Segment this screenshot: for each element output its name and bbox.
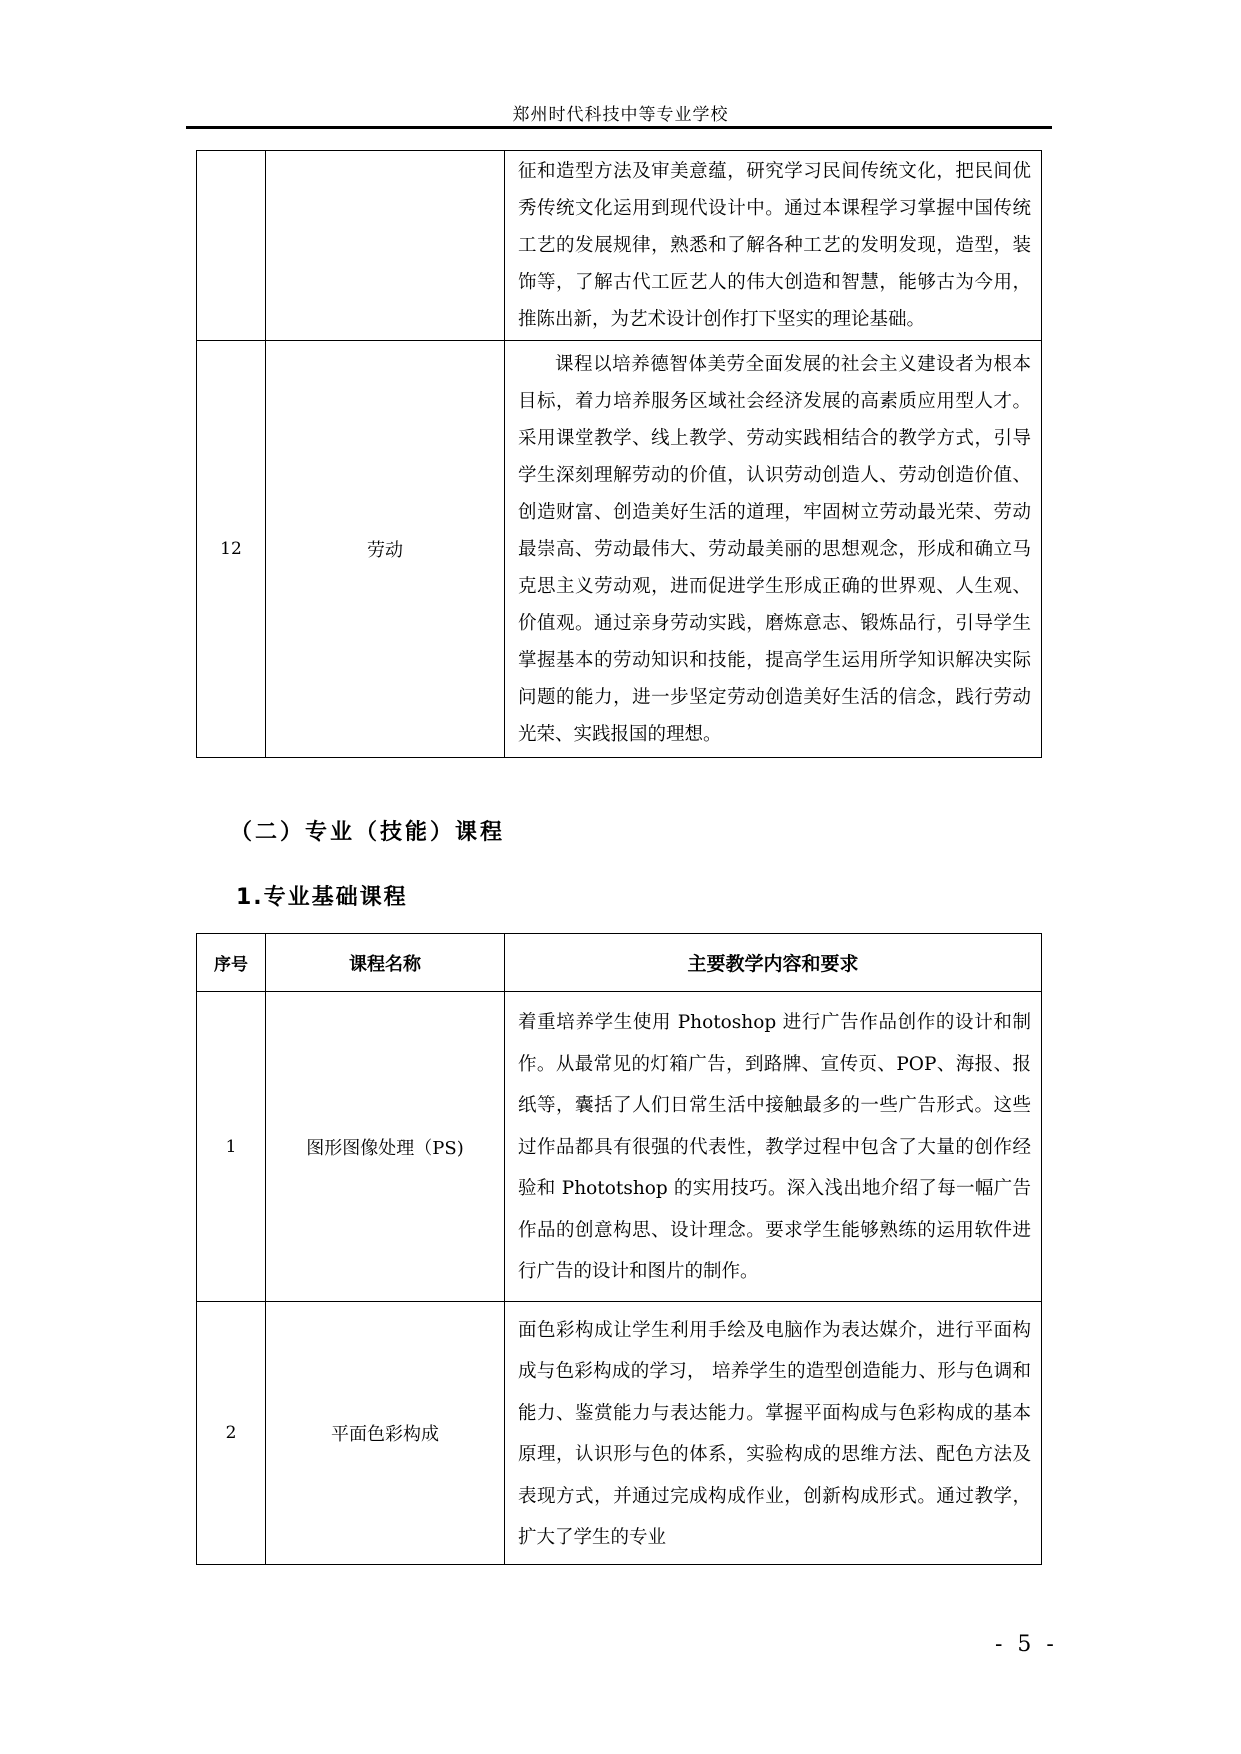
page-number: - 5 - (995, 1632, 1058, 1657)
course-description: 课程以培养德智体美劳全面发展的社会主义建设者为根本目标，着力培养服务区域社会经济发展的高素质应用型人才。采用课堂教学、线上教学、劳动实践相结合的教学方式，引导学生深刻理解劳动的价值，认识劳动创造人、劳动创造价值、创造财富、创造美好生活的道理，牢固树立劳动最光荣、劳动最崇高、劳动最伟大、劳动最美丽的思想观念，形成和确立马克思主义劳动观，进而促进学生形成正确的世界观、人生观、价值观。通过亲身劳动实践，磨炼意志、锻炼品行，引导学生掌握基本的劳动知识和技能，提高学生运用所学知识解决实际问题的能力，进一步坚定劳动创造美好生活的信念，践行劳动光荣、实践报国的理想。 (505, 341, 1042, 758)
table-row (197, 151, 1042, 341)
header-number: 序号 (197, 934, 266, 992)
row-number: 2 (197, 1302, 266, 1565)
section-heading: （二）专业（技能）课程 (230, 820, 506, 845)
course-name (266, 151, 505, 341)
row-number (197, 151, 266, 341)
table-row (197, 341, 1042, 758)
document-header: 郑州时代科技中等专业学校 (512, 105, 729, 125)
subsection-heading: 1.专业基础课程 (236, 885, 408, 910)
course-name: 平面色彩构成 (266, 1302, 505, 1565)
table-header-row (197, 934, 1042, 992)
professional-foundation-course-table (196, 933, 1042, 1565)
header-description: 主要教学内容和要求 (505, 934, 1042, 992)
header-course-name: 课程名称 (266, 934, 505, 992)
course-description: 征和造型方法及审美意蕴，研究学习民间传统文化，把民间优秀传统文化运用到现代设计中。通过本课程学习掌握中国传统工艺的发展规律，熟悉和了解各种工艺的发明发现，造型，装饰等，了解古代工匠艺人的伟大创造和智慧，能够古为今用，推陈出新，为艺术设计创作打下坚实的理论基础。 (505, 151, 1042, 341)
row-number: 12 (197, 341, 266, 758)
course-name: 图形图像处理（PS) (266, 992, 505, 1302)
row-number: 1 (197, 992, 266, 1302)
table-row (197, 992, 1042, 1302)
table-row (197, 1302, 1042, 1565)
course-description: 着重培养学生使用 Photoshop 进行广告作品创作的设计和制作。从最常见的灯箱广告，到路牌、宣传页、POP、海报、报纸等，囊括了人们日常生活中接触最多的一些广告形式。这些过作品都具有很强的代表性，教学过程中包含了大量的创作经验和 Phototshop 的实用技巧。深入浅出地介绍了每一幅广告作品的创意构思、设计理念。要求学生能够熟练的运用软件进行广告的设计和图片的制作。 (505, 992, 1042, 1302)
header-rule (186, 126, 1052, 129)
course-name: 劳动 (266, 341, 505, 758)
course-description: 面色彩构成让学生利用手绘及电脑作为表达媒介，进行平面构成与色彩构成的学习， 培养学生的造型创造能力、形与色调和能力、鉴赏能力与表达能力。掌握平面构成与色彩构成的基本原理，认识形与色的体系，实验构成的思维方法、配色方法及表现方式，并通过完成构成作业，创新构成形式。通过教学，扩大了学生的专业 (505, 1302, 1042, 1565)
course-table-continued (196, 150, 1042, 758)
